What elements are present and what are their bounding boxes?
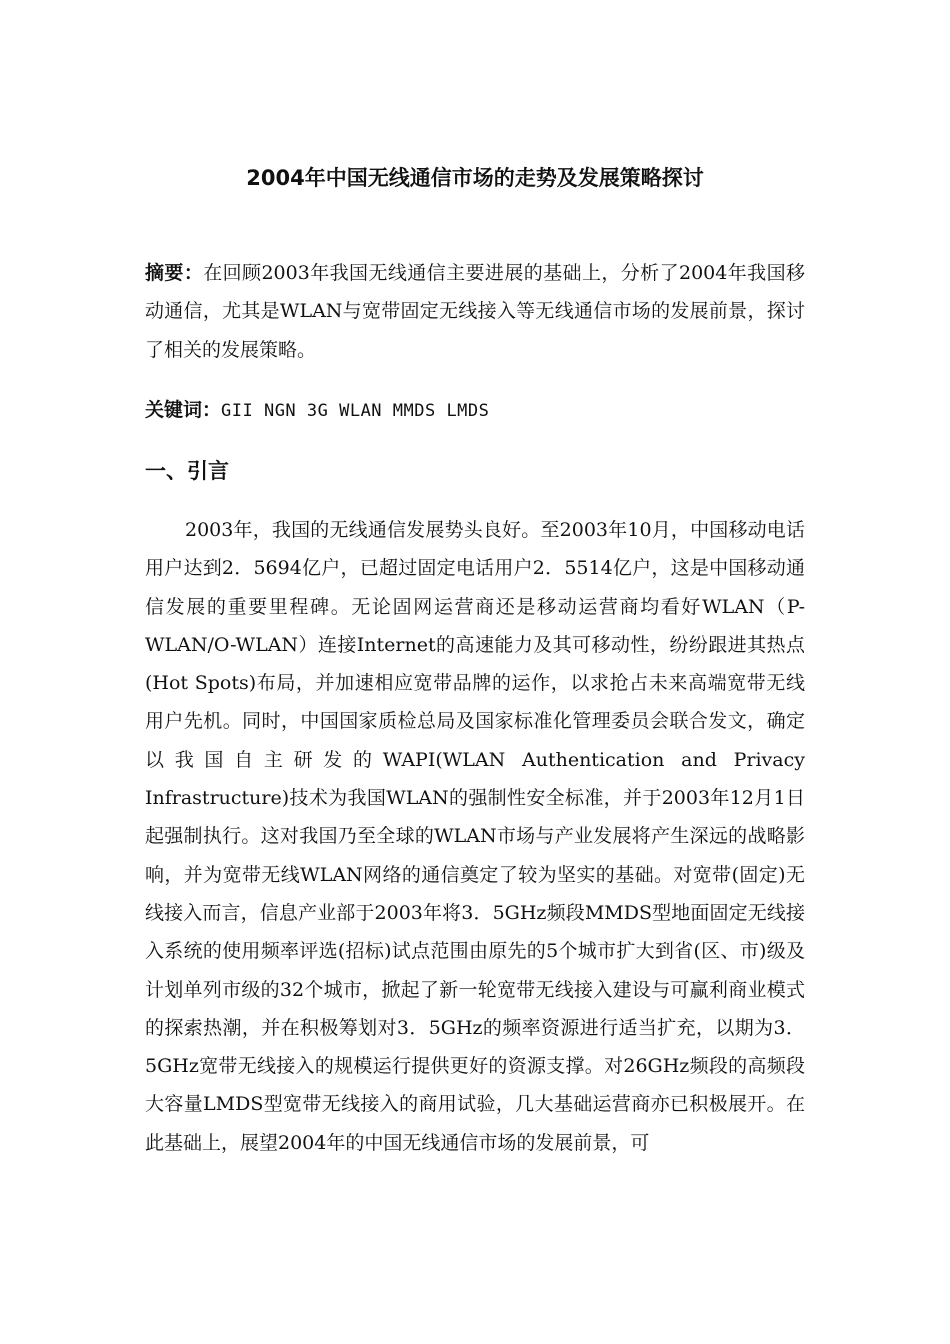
- keywords-text: GII NGN 3G WLAN MMDS LMDS: [221, 401, 490, 421]
- abstract-text: 在回顾2003年我国无线通信主要进展的基础上，分析了2004年我国移动通信，尤其是WLAN与宽带固定无线接入等无线通信市场的发展前景，探讨了相关的发展策略。: [145, 262, 805, 361]
- keywords-label: 关键词：: [145, 399, 222, 421]
- keywords-line: [145, 391, 805, 430]
- abstract-paragraph: [145, 254, 805, 369]
- body-paragraph: 2003年，我国的无线通信发展势头良好。至2003年10月，中国移动电话用户达到2．5694亿户，已超过固定电话用户2．5514亿户，这是中国移动通信发展的重要里程碑。无论固网运营商还是移动运营商均看好WLAN（P-WLAN/O-WLAN）连接Internet的高速能力及其可移动性，纷纷跟进其热点(Hot Spots)布局，并加速相应宽带品牌的运作，以求抢占未来高端宽带无线用户先机。同时，中国国家质检总局及国家标准化管理委员会联合发文，确定以我国自主研发的WAPI(WLAN Authentication and Privacy Infrastructure)技术为我国WLAN的强制性安全标准，并于2003年12月1日起强制执行。这对我国乃至全球的WLAN市场与产业发展将产生深远的战略影响，并为宽带无线WLAN网络的通信奠定了较为坚实的基础。对宽带(固定)无线接入而言，信息产业部于2003年将3．5GHz频段MMDS型地面固定无线接入系统的使用频率评选(招标)试点范围由原先的5个城市扩大到省(区、市)级及计划单列市级的32个城市，掀起了新一轮宽带无线接入建设与可赢利商业模式的探索热潮，并在积极筹划对3．5GHz的频率资源进行适当扩充，以期为3．5GHz宽带无线接入的规模运行提供更好的资源支撑。对26GHz频段的高频段大容量LMDS型宽带无线接入的商用试验，几大基础运营商亦已积极展开。在此基础上，展望2004年的中国无线通信市场的发展前景，可: [145, 519, 805, 1154]
- abstract-label: 摘要：: [145, 262, 204, 284]
- document-title: 2004年中国无线通信市场的走势及发展策略探讨: [246, 166, 704, 190]
- section-heading: 一、引言: [145, 459, 229, 483]
